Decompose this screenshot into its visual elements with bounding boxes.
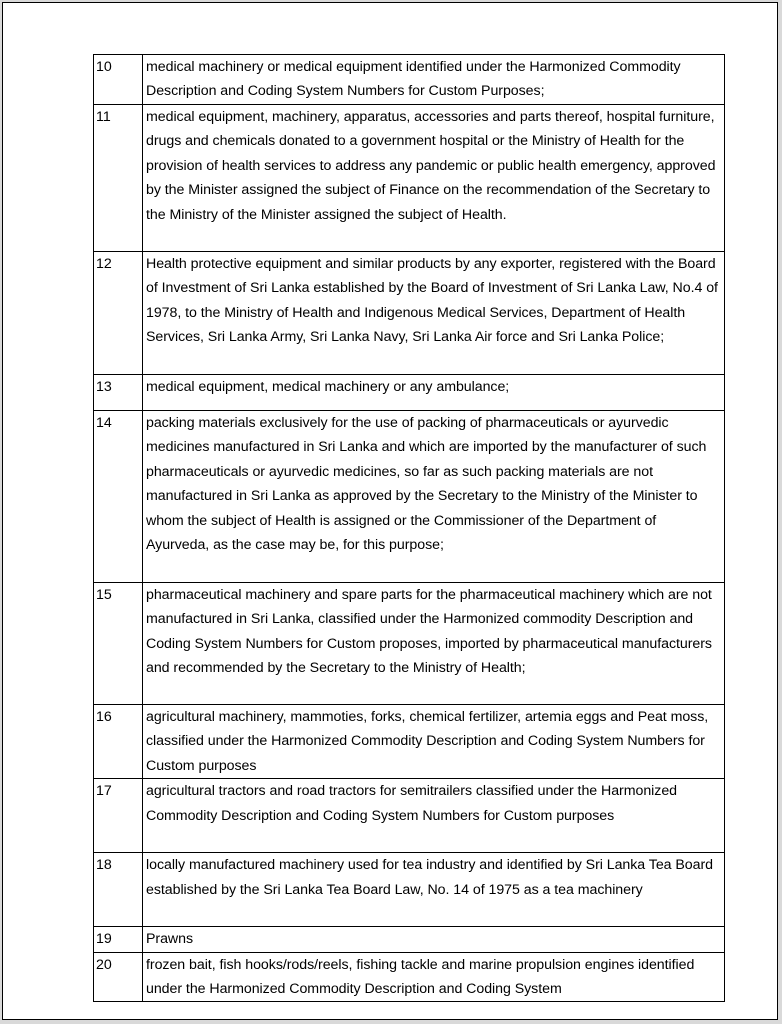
exemption-items-table xyxy=(93,54,725,1002)
item-number: 14 xyxy=(94,411,143,583)
item-description: frozen bait, fish hooks/rods/reels, fishing tackle and marine propulsion engines identified under the Harmonized Commodity Description and Coding System xyxy=(143,952,725,1002)
item-number: 10 xyxy=(94,55,143,105)
item-number: 20 xyxy=(94,952,143,1002)
item-description: locally manufactured machinery used for tea industry and identified by Sri Lanka Tea Board established by the Sri Lanka Tea Board Law, No. 14 of 1975 as a tea machinery xyxy=(143,853,725,927)
table-row xyxy=(94,705,725,779)
table-row xyxy=(94,411,725,583)
item-number: 11 xyxy=(94,105,143,252)
item-description: agricultural tractors and road tractors for semitrailers classified under the Harmonized Commodity Description and Coding System Numbers for Custom purposes xyxy=(143,779,725,853)
item-number: 16 xyxy=(94,705,143,779)
document-page xyxy=(2,2,778,1020)
item-number: 15 xyxy=(94,583,143,705)
table-row xyxy=(94,952,725,1002)
table-row xyxy=(94,927,725,952)
table-row xyxy=(94,375,725,411)
item-number: 19 xyxy=(94,927,143,952)
table-row xyxy=(94,853,725,927)
item-description: packing materials exclusively for the use of packing of pharmaceuticals or ayurvedic medicines manufactured in Sri Lanka and which are imported by the manufacturer of such pharmaceuticals or ayurvedic medicines, so far as such packing materials are not manufactured in Sri Lanka as approved by the Secretary to the Ministry of the Minister to whom the subject of Health is assigned or the Commissioner of the Department of Ayurveda, as the case may be, for this purpose; xyxy=(143,411,725,583)
table-row xyxy=(94,252,725,375)
item-description: Prawns xyxy=(143,927,725,952)
item-description: medical equipment, medical machinery or any ambulance; xyxy=(143,375,725,411)
item-description: agricultural machinery, mammoties, forks, chemical fertilizer, artemia eggs and Peat moss, classified under the Harmonized Commodity Description and Coding System Numbers for Custom purposes xyxy=(143,705,725,779)
item-description: Health protective equipment and similar products by any exporter, registered with the Board of Investment of Sri Lanka established by the Board of Investment of Sri Lanka Law, No.4 of 1978, to the Ministry of Health and Indigenous Medical Services, Department of Health Services, Sri Lanka Army, Sri Lanka Navy, Sri Lanka Air force and Sri Lanka Police; xyxy=(143,252,725,375)
table-row xyxy=(94,583,725,705)
item-description: pharmaceutical machinery and spare parts for the pharmaceutical machinery which are not manufactured in Sri Lanka, classified under the Harmonized commodity Description and Coding System Numbers for Custom proposes, imported by pharmaceutical manufacturers and recommended by the Secretary to the Ministry of Health; xyxy=(143,583,725,705)
table-row xyxy=(94,105,725,252)
item-description: medical machinery or medical equipment identified under the Harmonized Commodity Description and Coding System Numbers for Custom Purposes; xyxy=(143,55,725,105)
item-number: 13 xyxy=(94,375,143,411)
table-row xyxy=(94,55,725,105)
item-description: medical equipment, machinery, apparatus, accessories and parts thereof, hospital furniture, drugs and chemicals donated to a government hospital or the Ministry of Health for the provision of health services to address any pandemic or public health emergency, approved by the Minister assigned the subject of Finance on the recommendation of the Secretary to the Ministry of the Minister assigned the subject of Health. xyxy=(143,105,725,252)
item-number: 18 xyxy=(94,853,143,927)
item-number: 12 xyxy=(94,252,143,375)
item-number: 17 xyxy=(94,779,143,853)
table-row xyxy=(94,779,725,853)
